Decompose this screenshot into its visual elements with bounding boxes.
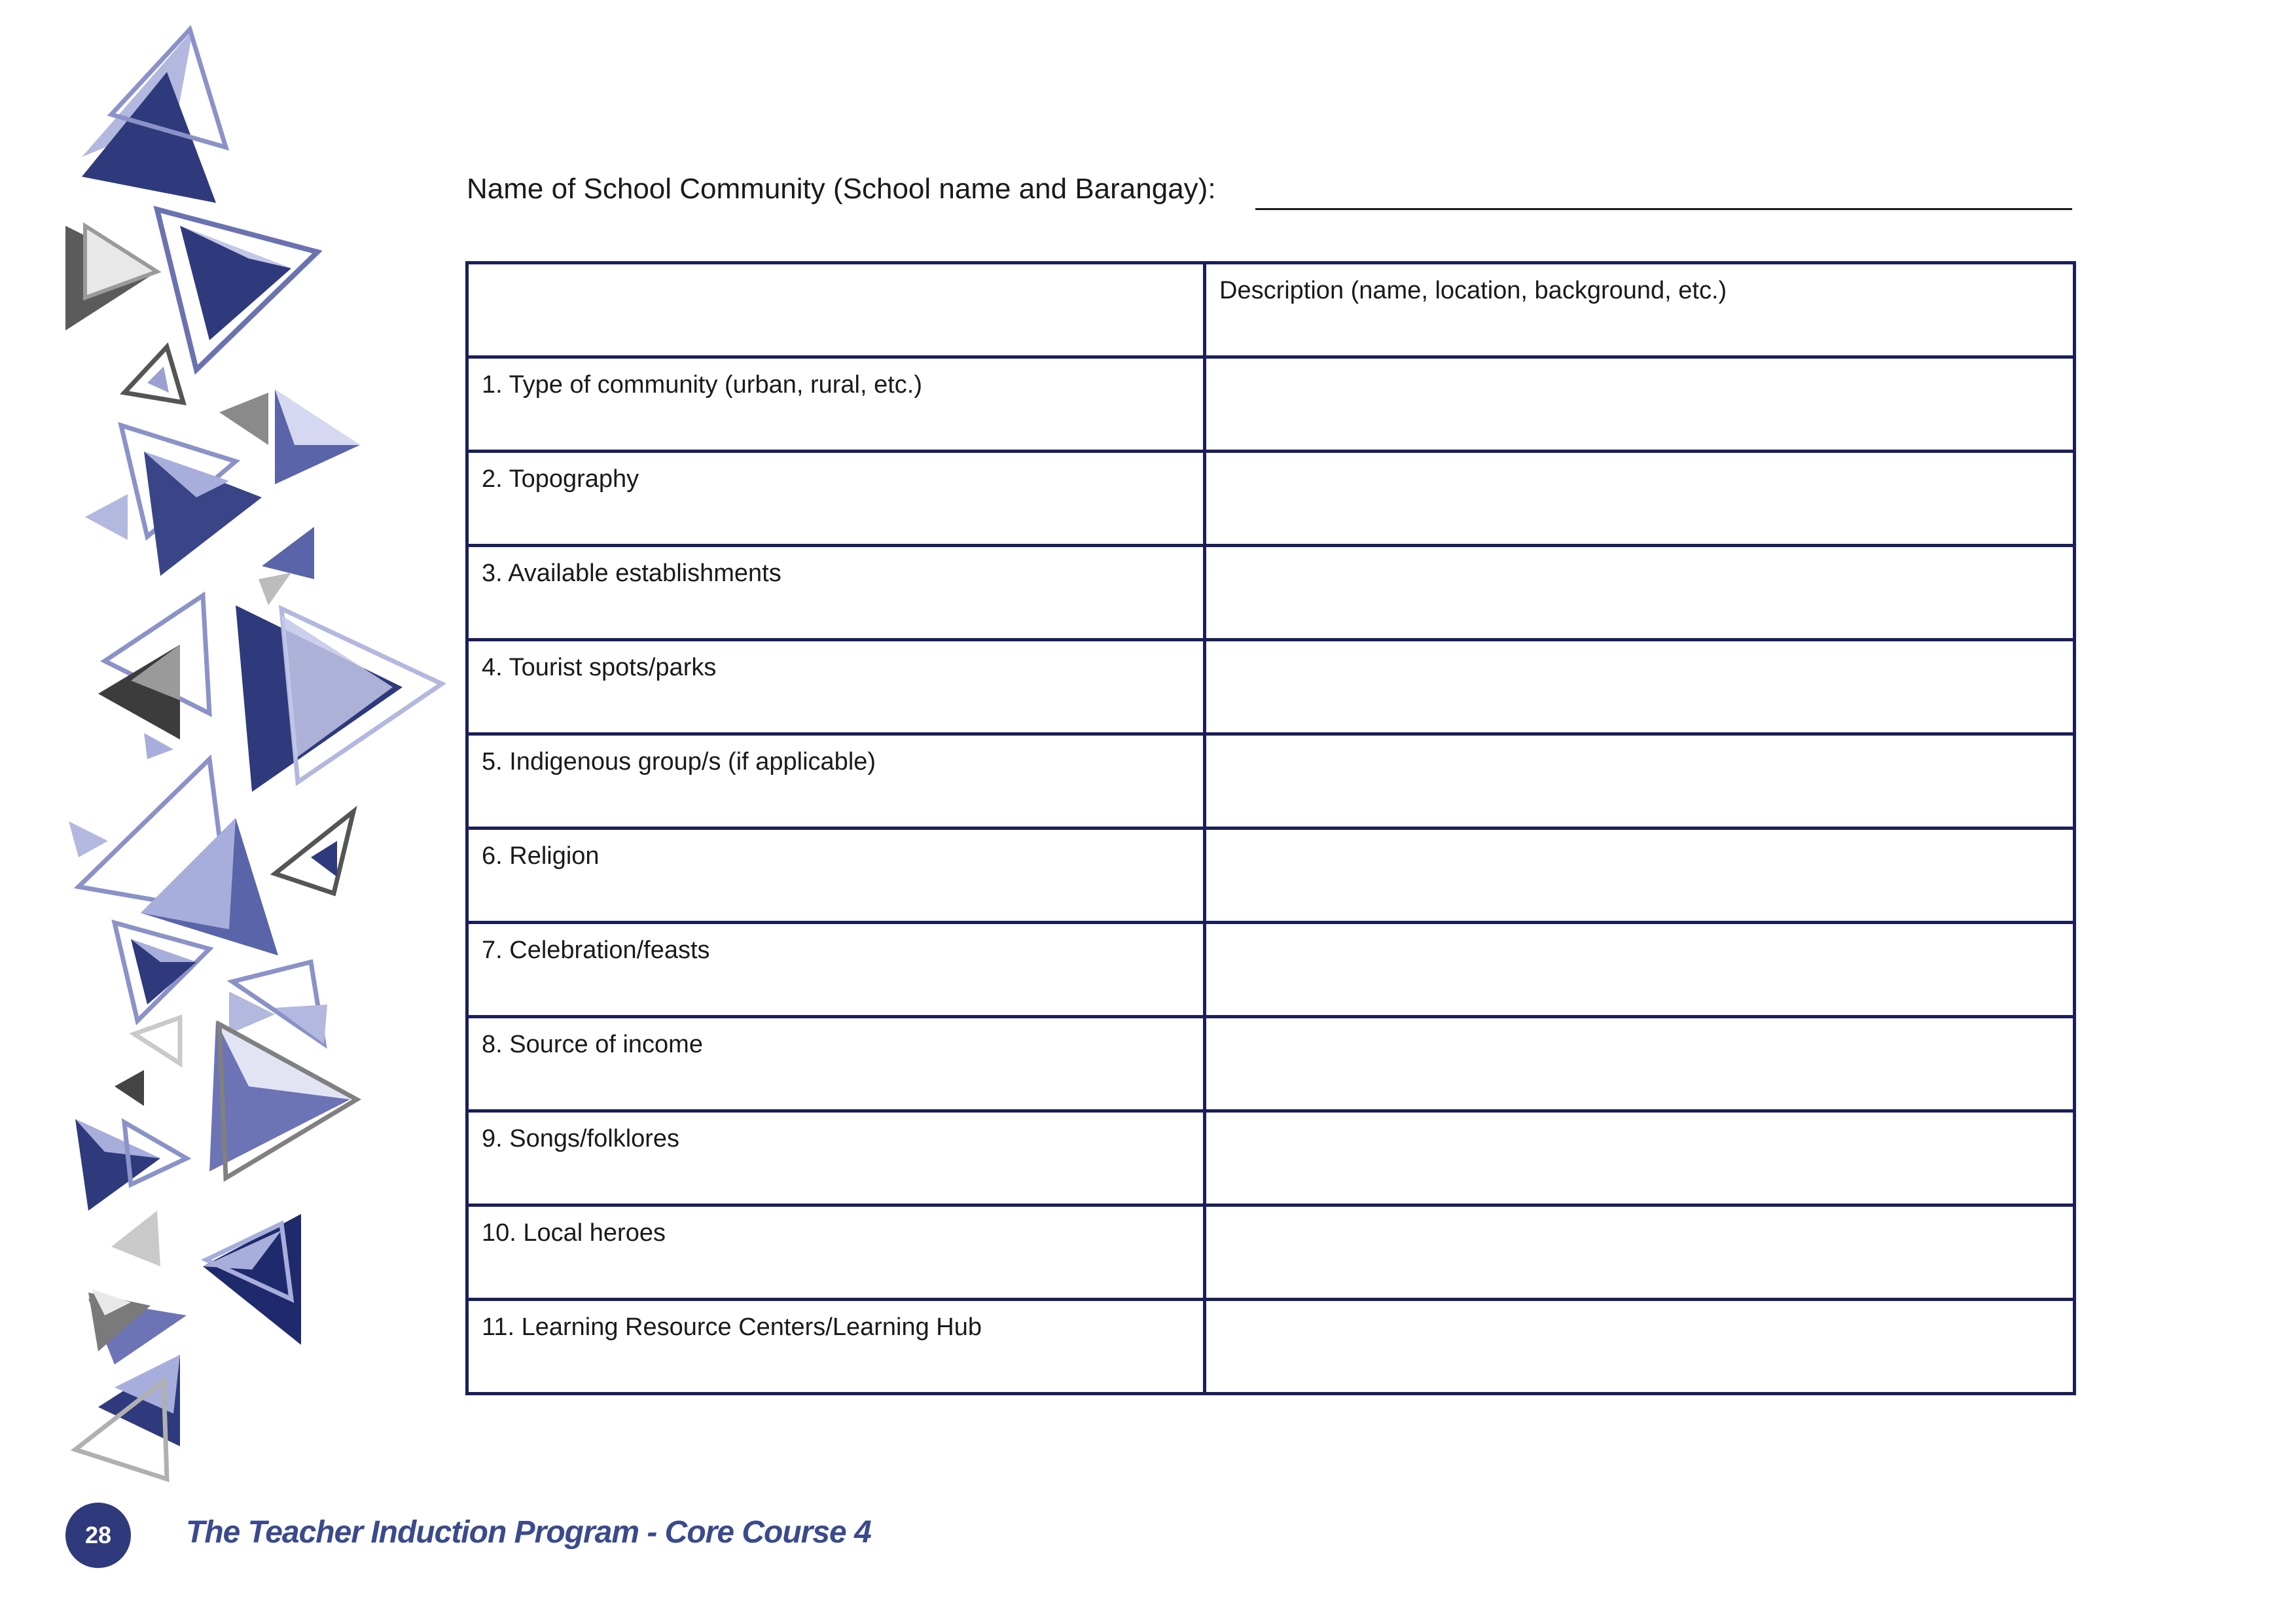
page-number-badge: 28 bbox=[65, 1503, 131, 1568]
school-community-input-line[interactable] bbox=[1255, 208, 2072, 210]
table-row bbox=[467, 452, 2075, 546]
table-row bbox=[467, 640, 2075, 734]
row-description-cell[interactable] bbox=[1205, 1205, 2075, 1300]
row-description-cell[interactable] bbox=[1205, 829, 2075, 923]
row-label-cell: 7. Celebration/feasts bbox=[467, 923, 1205, 1017]
row-description-cell[interactable] bbox=[1205, 640, 2075, 734]
community-profile-table bbox=[465, 261, 2076, 1395]
row-description-cell[interactable] bbox=[1205, 452, 2075, 546]
header-cell-item bbox=[467, 263, 1205, 357]
row-description-cell[interactable] bbox=[1205, 1111, 2075, 1205]
footer-title: The Teacher Induction Program - Core Course 4 bbox=[186, 1515, 871, 1550]
row-description-cell[interactable] bbox=[1205, 546, 2075, 640]
row-label-cell: 1. Type of community (urban, rural, etc.) bbox=[467, 357, 1205, 452]
row-description-cell[interactable] bbox=[1205, 357, 2075, 452]
table-header-row bbox=[467, 263, 2075, 357]
table-row bbox=[467, 734, 2075, 829]
table-row bbox=[467, 829, 2075, 923]
row-label-cell: 11. Learning Resource Centers/Learning Hub bbox=[467, 1300, 1205, 1394]
table-row bbox=[467, 923, 2075, 1017]
row-label-cell: 8. Source of income bbox=[467, 1017, 1205, 1111]
header-cell-description: Description (name, location, background, etc.) bbox=[1205, 263, 2075, 357]
table-row bbox=[467, 1205, 2075, 1300]
row-label-cell: 10. Local heroes bbox=[467, 1205, 1205, 1300]
row-description-cell[interactable] bbox=[1205, 923, 2075, 1017]
row-label-cell: 3. Available establishments bbox=[467, 546, 1205, 640]
table-body bbox=[467, 263, 2075, 1394]
table-row bbox=[467, 1111, 2075, 1205]
table-row bbox=[467, 546, 2075, 640]
row-label-cell: 5. Indigenous group/s (if applicable) bbox=[467, 734, 1205, 829]
table-row bbox=[467, 1300, 2075, 1394]
triangle-pattern-decoration bbox=[0, 0, 458, 1505]
row-description-cell[interactable] bbox=[1205, 734, 2075, 829]
table-row bbox=[467, 357, 2075, 452]
row-label-cell: 2. Topography bbox=[467, 452, 1205, 546]
row-label-cell: 9. Songs/folklores bbox=[467, 1111, 1205, 1205]
row-description-cell[interactable] bbox=[1205, 1017, 2075, 1111]
school-community-label: Name of School Community (School name and Barangay): bbox=[467, 173, 1216, 205]
table-row bbox=[467, 1017, 2075, 1111]
row-label-cell: 6. Religion bbox=[467, 829, 1205, 923]
row-label-cell: 4. Tourist spots/parks bbox=[467, 640, 1205, 734]
row-description-cell[interactable] bbox=[1205, 1300, 2075, 1394]
